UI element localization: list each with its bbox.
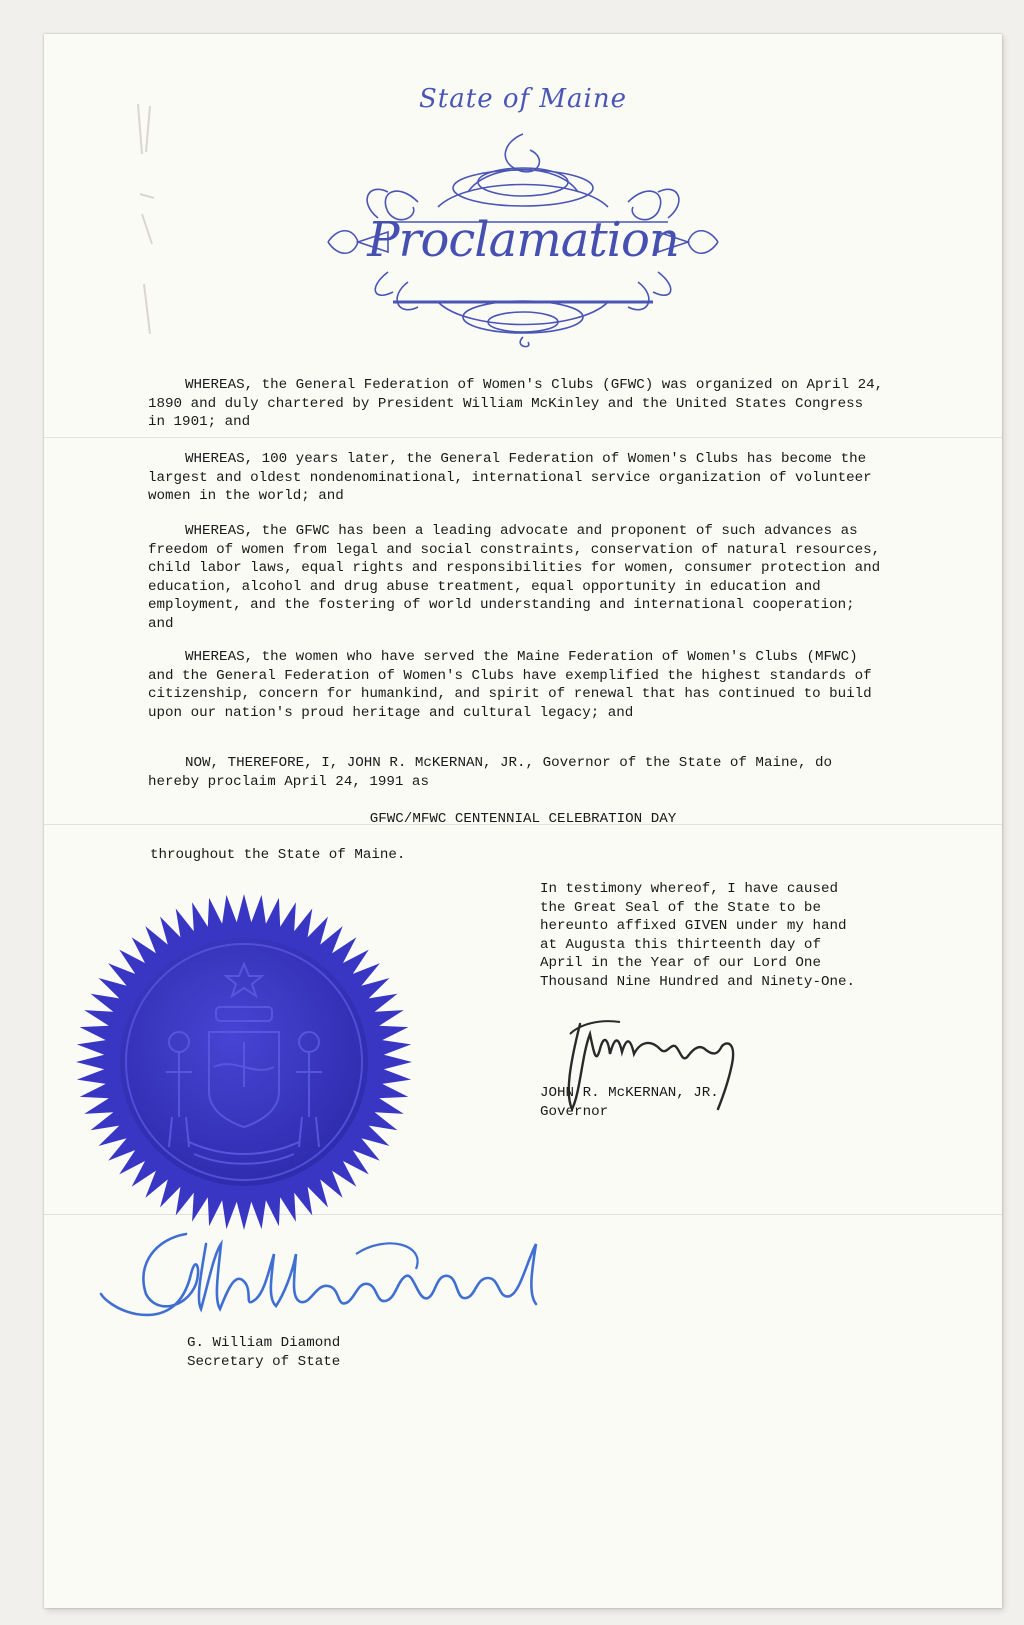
governor-name: JOHN R. McKERNAN, JR. [540, 1085, 719, 1101]
therefore-paragraph: NOW, THEREFORE, I, JOHN R. McKERNAN, JR., Governor of the State of Maine, do hereby proclaim April 24, 1991 as [148, 755, 833, 790]
proclamation-banner [318, 122, 728, 352]
closing-line: throughout the State of Maine. [150, 847, 406, 863]
secretary-title: Secretary of State [187, 1354, 341, 1370]
great-seal-icon [74, 892, 414, 1232]
secretary-name: G. William Diamond [187, 1335, 341, 1351]
testimony-paragraph: In testimony whereof, I have caused the Great Seal of the State to be hereunto affixed GIVEN under my hand at Augusta this thirteenth day of April in the Year of our Lord One Thousand Nine Hundred and Ninety-One. [540, 881, 856, 990]
whereas-paragraph-2: WHEREAS, 100 years later, the General Federation of Women's Clubs has become the largest and oldest nondenominational, international service organization of volunteer women in the world; and [148, 451, 872, 505]
secretary-signature-icon [96, 1214, 576, 1324]
whereas-paragraph-3: WHEREAS, the GFWC has been a leading advocate and proponent of such advances as freedom of women from legal and social constraints, conservation of natural resources, child labor laws, equal rights and responsibilities for women, consumer protection and education, alcohol and drug abuse treatment, equal opportunity in education and employment, and the fostering of world understanding and international cooperation; and [148, 523, 881, 632]
whereas-paragraph-1: WHEREAS, the General Federation of Women's Clubs (GFWC) was organized on April 24, 1890 and duly chartered by President William McKinley and the United States Congress in 1901; and [148, 377, 884, 431]
faint-margin-marks [128, 94, 168, 364]
whereas-paragraph-4: WHEREAS, the women who have served the Maine Federation of Women's Clubs (MFWC) and the General Federation of Women's Clubs have exemplified the highest standards of citizenship, concern for humankind, and spirit of renewal that has continued to build upon our nation's proud heritage and cultural legacy; and [148, 649, 872, 721]
state-title: State of Maine [419, 84, 627, 114]
paper-fold [44, 437, 1002, 438]
governor-title: Governor [540, 1104, 609, 1120]
proclamation-document [44, 34, 1002, 1608]
proclamation-title: Proclamation [367, 212, 679, 268]
celebration-day-title: GFWC/MFWC CENTENNIAL CELEBRATION DAY [369, 811, 677, 827]
